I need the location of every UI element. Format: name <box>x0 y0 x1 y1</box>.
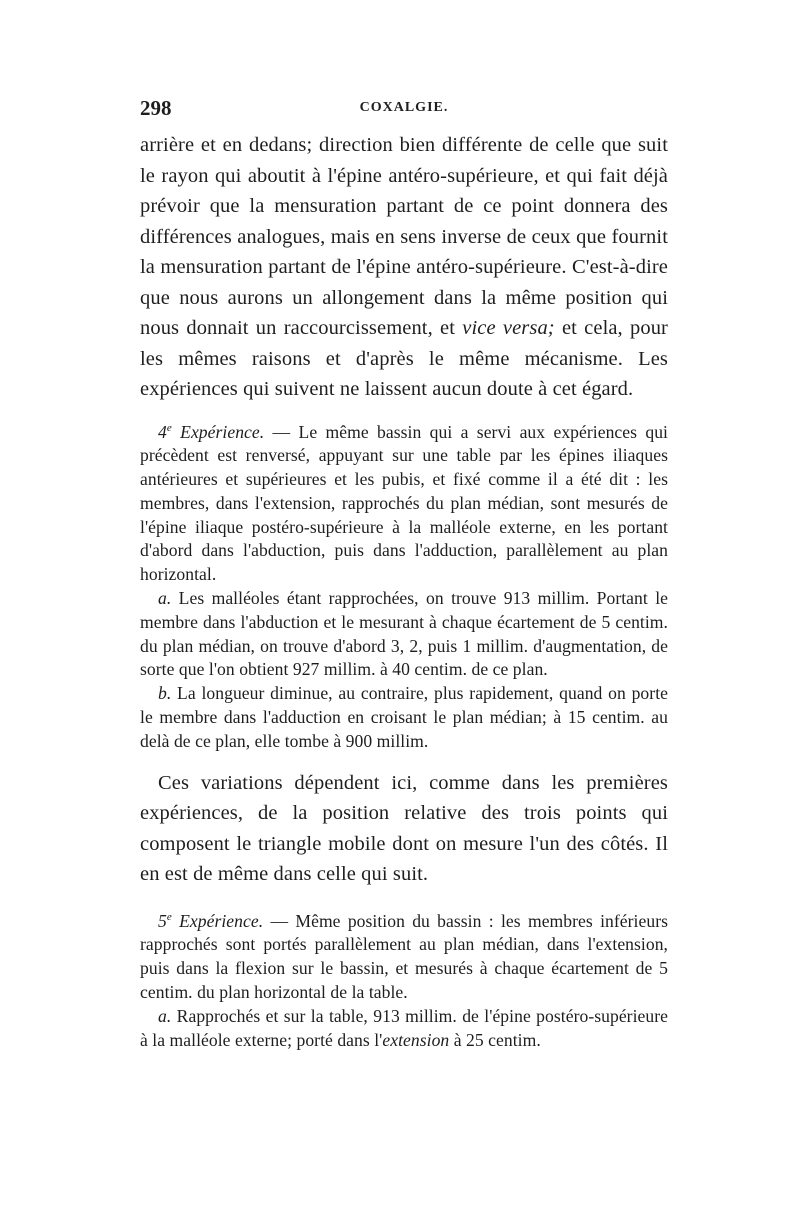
body-paragraph-1 <box>140 130 668 405</box>
item-a-letter: a. <box>158 588 172 609</box>
exp5-item-a-text-a: Rapprochés et sur la table, 913 millim. de l'épine postéro-supérieure à la malléole externe; porté dans l' <box>140 1005 668 1050</box>
experience-4-lead <box>158 422 264 442</box>
experience-4-label: Expérience. <box>180 421 265 442</box>
book-page <box>140 96 668 1052</box>
experience-4-sup: e <box>166 421 172 434</box>
experience-4-paragraph <box>140 421 668 588</box>
experience-4-item-a <box>140 587 668 682</box>
experience-5-label: Expérience. <box>179 910 264 931</box>
exp5-item-a-letter: a. <box>158 1005 172 1026</box>
paragraph-1-text-a: arrière et en dedans; direction bien différente de celle que suit le rayon qui aboutit à l'épine antéro-supérieure, et qui fait déjà prévoir que la mensuration partant de ce point donnera des différences analogues, mais en sens inverse de ceux que fournit la mensuration partant de l'épine antéro-supérieure. C'est-à-dire que nous aurons un allongement dans la même position qui nous donnait un raccourcissement, et <box>140 134 668 339</box>
experience-5-text: — Même position du bassin : les membres inférieurs rapprochés sont portés parallèlement au plan médian, dans l'extension, puis dans la flexion sur le bassin, et mesurés à chaque écartement de 5 centim. du plan horizontal de la table. <box>140 910 668 1003</box>
experience-5-paragraph <box>140 910 668 1005</box>
experience-5-item-a <box>140 1005 668 1053</box>
experience-5-lead <box>158 911 263 931</box>
paragraph-1-emphasis: vice versa; <box>462 317 555 339</box>
running-title: COXALGIE. <box>359 100 449 115</box>
item-b-letter: b. <box>158 683 172 704</box>
item-a-text: Les malléoles étant rapprochées, on trouve 913 millim. Portant le membre dans l'abduction et le mesurant à chaque écartement de 5 centim. du plan médian, on trouve d'abord 3, 2, puis 1 millim. d'augmentation, de sorte que l'on obtient 927 millim. à 40 centim. de ce plan. <box>140 588 668 680</box>
page-header <box>140 96 668 124</box>
item-b-text: La longueur diminue, au contraire, plus rapidement, quand on porte le membre dans l'adduction en croisant le plan médian; à 15 centim. au delà de ce plan, elle tombe à 900 millim. <box>140 683 668 751</box>
page-number: 298 <box>140 96 172 120</box>
exp5-item-a-text-b: à 25 centim. <box>449 1029 541 1050</box>
paragraph-1-text-b: et cela, pour les mêmes raisons et d'après le même mécanisme. Les expériences qui suivent ne laissent aucun doute à cet égard. <box>140 317 668 400</box>
experience-4-text: — Le même bassin qui a servi aux expériences qui précèdent est renversé, appuyant sur une table par les épines iliaques antérieures et supérieures et les pubis, et fixé comme il a été dit : les membres, dans l'extension, rapprochés du plan médian, sont mesurés de l'épine iliaque postéro-supérieure à la malléole externe, en les portant d'abord dans l'abduction, puis dans l'adduction, parallèlement au plan horizontal. <box>140 421 668 585</box>
exp5-item-a-emphasis: extension <box>382 1029 450 1050</box>
experience-4-number: 4 <box>158 421 167 442</box>
experience-4-item-b <box>140 682 668 753</box>
experience-5-sup: e <box>166 910 172 923</box>
experience-5-number: 5 <box>158 910 167 931</box>
body-paragraph-2: Ces variations dépendent ici, comme dans les premières expériences, de la position relative des trois points qui composent le triangle mobile dont on mesure l'un des côtés. Il en est de même dans celle qui suit. <box>140 771 668 886</box>
